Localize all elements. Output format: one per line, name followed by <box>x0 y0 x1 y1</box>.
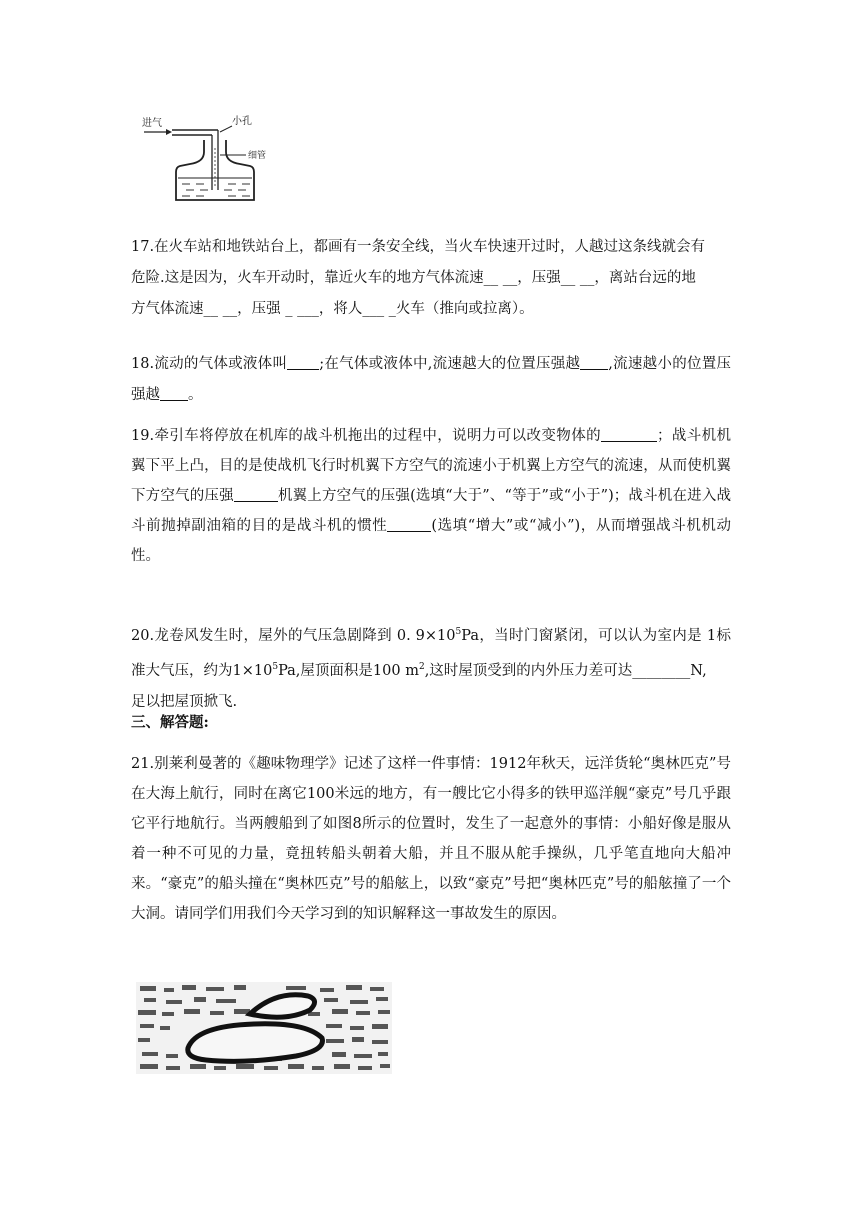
question-18-text-5: 。 <box>188 387 203 403</box>
question-20-text-5: 足以把屋顶掀飞. <box>131 694 238 710</box>
question-19-text-1: 19.牵引车将停放在机库的战斗机拖出的过程中，说明力可以改变物体的 <box>131 428 601 444</box>
answer-blank <box>234 486 278 502</box>
question-20-text-3: Pa,屋顶面积是100 m <box>278 663 419 679</box>
question-18-text-2: ;在气体或液体中,流速越大的位置压强越 <box>319 356 581 372</box>
answer-blank <box>580 354 608 370</box>
exponent: 5 <box>455 627 462 637</box>
question-20-text-1: 20.龙卷风发生时，屋外的气压急剧降到 0. 9×10 <box>131 628 456 644</box>
exponent: 5 <box>272 662 279 672</box>
question-20-text-2: Pa，当时门窗紧闭，可以认为室内是 1标准大气压，约为1×10 <box>131 628 731 679</box>
answer-blank <box>387 516 431 532</box>
question-19-text-2: ；战斗机机翼下平上凸，目的是使战机飞行时机翼下方空气的流速小于机翼上方空气的流速，从而使机翼下方空气的压强 <box>131 428 732 504</box>
bottle-apparatus-figure <box>140 110 280 206</box>
figure-label-inlet: 进气 <box>142 118 162 129</box>
question-19 <box>131 421 731 571</box>
exponent: 2 <box>418 662 425 672</box>
question-17-line-2: 危险.这是因为，火车开动时，靠近火车的地方气体流速__ __，压强__ __，离站台远的地 <box>131 270 696 286</box>
question-18-text-4: 置压强越 <box>131 356 731 403</box>
figure-label-tube: 细管 <box>248 151 267 161</box>
question-20-text-4: ,这时屋顶受到的内外压力差可达________N, <box>424 663 707 679</box>
question-19-text-4: (选填“增大”或“减小”)，从而增强战斗机机动性。 <box>131 518 731 564</box>
section-heading: 三、解答题: <box>131 714 209 731</box>
question-19-text-3: 机翼上方空气的压强(选填“大于”、“等于”或“小于”)；战斗机在进入战斗前抛掉副油箱的目的是战斗机的惯性 <box>131 488 731 534</box>
question-20 <box>131 617 731 718</box>
question-18-text-3: ,流速越小的位 <box>608 356 702 372</box>
question-17-line-1: 17.在火车站和地铁站台上，都画有一条安全线，当火车快速开过时，人越过这条线就会有 <box>131 239 706 255</box>
question-17-line-3: 方气体流速__ __，压强 _ ___，将人___ _火车（推向或拉离）。 <box>131 301 534 317</box>
answer-blank <box>601 426 657 442</box>
answer-blank <box>287 354 319 370</box>
ships-figure <box>136 982 392 1074</box>
answer-blank <box>160 385 188 401</box>
question-18-text-1: 18.流动的气体或液体叫 <box>131 356 288 372</box>
figure-label-hole: 小孔 <box>232 116 252 127</box>
question-17 <box>131 232 731 325</box>
question-18 <box>131 349 731 411</box>
question-21: 21.别莱利曼著的《趣味物理学》记述了这样一件事情：1912年秋天，远洋货轮“奥林匹克”号在大海上航行，同时在离它100米远的地方，有一艘比它小得多的铁甲巡洋舰“豪克”号几乎跟它平行地航行。当两艘船到了如图8所示的位置时，发生了一起意外的事情：小船好像是服从着一种不可见的力量，竟扭转船头朝着大船，并且不服从舵手操纵，几乎笔直地向大船冲来。“豪克”的船头撞在“奥林匹克”号的船舷上，以致“豪克”号把“奥林匹克”号的船舷撞了一个大洞。请同学们用我们今天学习到的知识解释这一事故发生的原因。 <box>131 756 731 922</box>
